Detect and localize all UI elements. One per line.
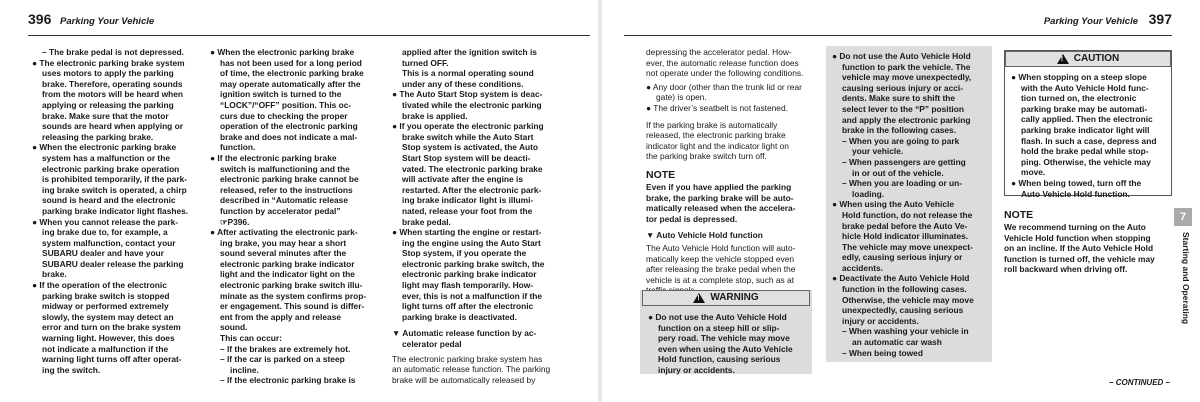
text-line: an automatic release function. The parking — [392, 364, 551, 375]
page-number: 397 — [1148, 11, 1172, 27]
text-line: Start Stop system will be deacti- — [402, 152, 531, 163]
text-line: releasing the parking brake. — [42, 131, 154, 142]
text-line: may operate automatically after the — [220, 78, 361, 89]
text-line: and apply the electronic parking — [842, 114, 971, 125]
text-line: We recommend turning on the Auto — [1004, 222, 1146, 232]
text-line: slowly, the system may detect an — [42, 311, 174, 322]
text-line: vehicle is at a complete stop, such as at — [646, 274, 795, 285]
text-line: This can occur: — [220, 333, 282, 344]
text-line: brake will be automatically released by — [392, 374, 536, 385]
text-line: – If the car is parked on a steep — [220, 354, 345, 365]
text-line: ing brake switch is operated, a chirp — [42, 184, 187, 195]
text-line: brake. Make sure that the motor — [42, 110, 169, 121]
text-line: loading. — [852, 188, 885, 199]
left-column-1 — [32, 47, 202, 375]
text-line: on an incline. If the Auto Vehicle Hold — [1004, 243, 1154, 254]
warning-body — [640, 306, 812, 376]
text-line: warning light turns off after operat- — [42, 354, 182, 365]
text-line: The vehicle may move unexpect- — [842, 241, 973, 252]
text-line: vated. The electronic parking brake — [402, 163, 543, 174]
text-line: ● If the operation of the electronic — [32, 280, 167, 291]
text-line: released, the electronic parking brake — [646, 130, 786, 141]
text-line: sounds are heard when applying or — [42, 121, 184, 132]
text-line: function by accelerator pedal” — [220, 205, 341, 216]
text-line: ing brake indicator light is illumi- — [402, 195, 534, 206]
text-line: warning light. However, this does — [42, 333, 175, 344]
chapter-tab[interactable]: 7 — [1174, 208, 1192, 226]
text-line: ● The Auto Start Stop system is deac- — [392, 89, 543, 100]
text-line: sound several minutes after the — [220, 248, 347, 259]
text-line: brake. Therefore, operating sounds — [42, 78, 183, 89]
text-line: curs due to checking the proper — [220, 110, 348, 121]
text-line: tion turned on, the electronic — [1021, 93, 1137, 104]
left-header — [28, 8, 590, 36]
avh-body — [646, 243, 814, 296]
col3-body — [392, 354, 562, 386]
warning-box — [640, 290, 812, 374]
text-line: edly, causing serious injury or — [842, 252, 963, 263]
text-line: – When passengers are getting — [842, 156, 966, 167]
text-line: electronic parking brake switch illu- — [220, 280, 363, 291]
right-note-2 — [1004, 208, 1174, 275]
text-line: If the parking brake is automatically — [646, 119, 778, 130]
text-line: ping. Otherwise, the vehicle may — [1021, 156, 1151, 167]
text-line: electronic parking brake operation — [42, 163, 180, 174]
text-line: the parking brake switch turn off. — [646, 151, 767, 162]
text-line: – The brake pedal is not depressed. — [42, 47, 184, 57]
text-line: Hold function, causing serious — [658, 354, 781, 365]
text-line: move. — [1021, 167, 1046, 178]
caution-body — [1005, 67, 1171, 199]
text-line: ing brake, you may hear a short — [220, 237, 347, 248]
text-line: sound. — [220, 322, 248, 333]
text-line: tor pedal is depressed. — [646, 213, 738, 224]
text-line: incline. — [230, 364, 259, 375]
text-line: ● When starting the engine or restart- — [392, 227, 542, 238]
text-line: light and the indicator light on the — [220, 269, 355, 280]
r1-para — [646, 120, 814, 162]
note-body — [1004, 222, 1174, 275]
text-line: ● If you operate the electronic parking — [392, 121, 544, 132]
page-number: 396 — [28, 11, 52, 27]
text-line: tivated while the electronic parking — [402, 99, 542, 110]
text-line: function is turned off, the vehicle may — [1004, 253, 1155, 264]
text-line: ever, the automatic release function does — [646, 57, 799, 68]
right-column-2 — [826, 46, 992, 358]
text-line: – When washing your vehicle in — [842, 326, 969, 337]
text-line: released, refer to the instructions — [220, 184, 353, 195]
text-line: ● After activating the electronic park- — [210, 227, 358, 238]
text-line: Stop system is activated, the Auto — [402, 142, 539, 153]
text-line: ing brake due to, for example, a — [42, 227, 168, 238]
text-line: brake in the following cases. — [842, 125, 957, 136]
text-line: pery road. The vehicle may move — [658, 333, 790, 344]
r1-top — [646, 47, 814, 79]
text-line: brake. — [42, 269, 67, 280]
chapter-name: Starting and Operating — [1181, 232, 1191, 325]
text-line: roll backward when driving off. — [1004, 264, 1128, 275]
text-line: sound is heard and the electronic — [42, 195, 176, 206]
text-line: Otherwise, the vehicle may move — [842, 294, 974, 305]
text-line: – When you are going to park — [842, 135, 960, 146]
text-line: indicator light and the indicator light on — [646, 140, 789, 151]
text-line: – When you are loading or un- — [842, 178, 963, 189]
caution-box — [1004, 50, 1172, 199]
text-line: – When being towed — [842, 347, 923, 358]
text-line: – If the electronic parking brake is — [220, 375, 356, 386]
text-line: will activate after the engine is — [402, 174, 524, 185]
text-line: is prohibited temporarily, if the park- — [42, 174, 188, 185]
text-line: hicle Hold indicator illuminates. — [842, 231, 969, 242]
text-line: uses motors to apply the parking — [42, 68, 174, 79]
text-line: light may flash temporarily. How- — [402, 280, 534, 291]
text-line: with the Auto Vehicle Hold func- — [1021, 82, 1149, 93]
r1-bullets — [646, 82, 814, 114]
text-line: applying or releasing the parking — [42, 99, 174, 110]
text-line: not operate under the following conditions. — [646, 68, 804, 79]
text-line: hold the brake pedal while stop- — [1021, 146, 1149, 157]
text-line: – If the brakes are extremely hot. — [220, 343, 351, 354]
left-page — [0, 0, 598, 402]
text-line: er engagement. This sound is differ- — [220, 301, 365, 312]
text-line: “LOCK”/“OFF” position. This oc- — [220, 99, 352, 110]
text-line: function on a steep hill or slip- — [658, 322, 780, 333]
text-line: ● When using the Auto Vehicle — [832, 199, 955, 210]
text-line: Auto Vehicle Hold function. — [1021, 188, 1130, 199]
text-line: ● When the electronic parking brake — [32, 142, 177, 153]
text-line: vehicle may move unexpectedly, — [842, 72, 972, 83]
text-line: described in “Automatic release — [220, 195, 348, 206]
text-line: light turns off after the electronic — [402, 301, 534, 312]
text-line: not indicate a malfunction if the — [42, 343, 169, 354]
text-line: parking brake indicator light will — [1021, 124, 1150, 135]
text-line: function in the following cases. — [842, 284, 967, 295]
text-line: cally applied. Then the electronic — [1021, 114, 1153, 125]
text-line: Even if you have applied the parking — [646, 181, 792, 192]
text-line: ent from the apply and release — [220, 311, 342, 322]
text-line: ● If the electronic parking brake — [210, 152, 337, 163]
warning-label: ! WARNING — [642, 290, 810, 306]
text-line: ☞P396. — [220, 216, 250, 227]
text-line: system malfunction, contact your — [42, 237, 176, 248]
text-line: gate) is open. — [656, 92, 707, 103]
continued-marker: – CONTINUED – — [1109, 378, 1170, 387]
text-line: causing serious injury or acci- — [842, 82, 964, 93]
text-line: midway or performed extremely — [42, 301, 169, 312]
text-line: minate as the system confirms prop- — [220, 290, 367, 301]
text-line: brake switch while the Auto Start — [402, 131, 534, 142]
text-line: ● Deactivate the Auto Vehicle Hold — [832, 273, 970, 284]
text-line: dents. Make sure to shift the — [842, 93, 956, 104]
text-line: parking brake may be automati- — [1021, 103, 1148, 114]
text-line: ● When being towed, turn off the — [1011, 177, 1142, 188]
text-line: This is a normal operating sound — [402, 68, 534, 79]
text-line: restarted. After the electronic park- — [402, 184, 542, 195]
text-line: ignition switch is turned to the — [220, 89, 342, 100]
text-line: SUBARU dealer and have your — [42, 248, 164, 259]
text-line: flash. In such a case, depress and — [1021, 135, 1157, 146]
text-line: electronic parking brake indicator — [402, 269, 537, 280]
note-heading: NOTE — [1004, 209, 1034, 221]
text-line: injury or accidents. — [842, 315, 919, 326]
text-line: has not been used for a long period — [220, 57, 362, 68]
text-line: ● When stopping on a steep slope — [1011, 72, 1147, 82]
left-column-2 — [210, 47, 388, 386]
text-line: ● When the electronic parking brake — [210, 47, 355, 57]
text-line: injury or accidents. — [658, 364, 735, 375]
text-line: even when using the Auto Vehicle — [658, 343, 793, 354]
text-line: ● When you cannot release the park- — [32, 216, 179, 227]
text-line: electronic parking brake cannot be — [220, 174, 359, 185]
text-line: The electronic parking brake system has — [392, 353, 543, 364]
text-line: parking brake is deactivated. — [402, 311, 517, 322]
text-line: from the motors will be heard when — [42, 89, 183, 100]
text-line: turned OFF. — [402, 57, 449, 68]
text-line: switch is malfunctioning and the — [220, 163, 350, 174]
text-line: function to park the vehicle. The — [842, 61, 971, 72]
text-line: Vehicle Hold function when stopping — [1004, 232, 1151, 243]
caution-label: ! CAUTION — [1005, 51, 1171, 67]
left-column-3 — [392, 47, 562, 385]
warning-continuation-box — [826, 46, 992, 362]
text-line: accidents. — [842, 262, 883, 273]
page-title: Parking Your Vehicle — [1043, 16, 1138, 27]
text-line: brake pedal. — [402, 216, 451, 227]
text-line: electronic parking brake switch, the — [402, 258, 545, 269]
text-line: depressing the accelerator pedal. How- — [646, 47, 792, 57]
text-line: parking brake indicator light flashes. — [42, 205, 189, 216]
text-line: select lever to the “P” position — [842, 103, 964, 114]
text-line: ing the engine using the Auto Start — [402, 237, 541, 248]
text-line: parking brake switch is stopped — [42, 290, 170, 301]
text-line: SUBARU dealer release the parking — [42, 258, 184, 269]
text-line: system has a malfunction or the — [42, 152, 170, 163]
text-line: ● Do not use the Auto Vehicle Hold — [648, 312, 787, 322]
text-line: ● The electronic parking brake system — [32, 57, 185, 68]
avh-heading: ▼ Auto Vehicle Hold function — [646, 230, 763, 241]
text-line: matically released when the accelera- — [646, 203, 796, 214]
text-line: operation of the electronic parking — [220, 121, 358, 132]
text-line: your vehicle. — [852, 146, 904, 157]
note-body — [646, 182, 814, 224]
text-line: matically keep the vehicle stopped even — [646, 253, 795, 264]
text-line: brake is applied. — [402, 110, 468, 121]
text-line: ● Do not use the Auto Vehicle Hold — [832, 51, 971, 61]
text-line: after releasing the brake pedal when the — [646, 264, 796, 275]
text-line: Stop system, if you operate the — [402, 248, 527, 259]
text-line: Hold function, do not release the — [842, 209, 973, 220]
text-line: error and turn on the brake system — [42, 322, 181, 333]
right-header — [624, 8, 1172, 36]
section-heading: ▼ Automatic release function by ac- — [392, 328, 537, 339]
right-column-1 — [646, 47, 814, 296]
section-heading-cont: celerator pedal — [402, 339, 462, 350]
text-line: under any of these conditions. — [402, 78, 524, 89]
note-heading: NOTE — [646, 168, 676, 181]
col3-bold-block — [392, 47, 562, 322]
text-line: brake, the parking brake will be auto- — [646, 192, 794, 203]
right-page — [602, 0, 1200, 402]
text-line: ing the switch. — [42, 364, 101, 375]
text-line: of time, the electronic parking brake — [220, 68, 364, 79]
text-line: unexpectedly, causing serious — [842, 305, 964, 316]
text-line: ● Any door (other than the trunk lid or rear — [646, 81, 802, 92]
text-line: nated, release your foot from the — [402, 205, 533, 216]
text-line: in or out of the vehicle. — [852, 167, 944, 178]
text-line: brake and does not indicate a mal- — [220, 131, 358, 142]
caution-triangle-icon — [1057, 54, 1069, 64]
text-line: The Auto Vehicle Hold function will auto- — [646, 242, 796, 253]
warning-triangle-icon — [693, 293, 705, 303]
text-line: function. — [220, 142, 256, 153]
text-line: brake pedal before the Auto Ve- — [842, 220, 968, 231]
page-title: Parking Your Vehicle — [60, 16, 155, 27]
text-line: ● The driver’s seatbelt is not fastened. — [646, 102, 788, 113]
text-line: ever, this is not a malfunction if the — [402, 290, 543, 301]
text-line: applied after the ignition switch is — [402, 47, 537, 57]
text-line: an automatic car wash — [852, 337, 942, 348]
text-line: electronic parking brake indicator — [220, 258, 355, 269]
